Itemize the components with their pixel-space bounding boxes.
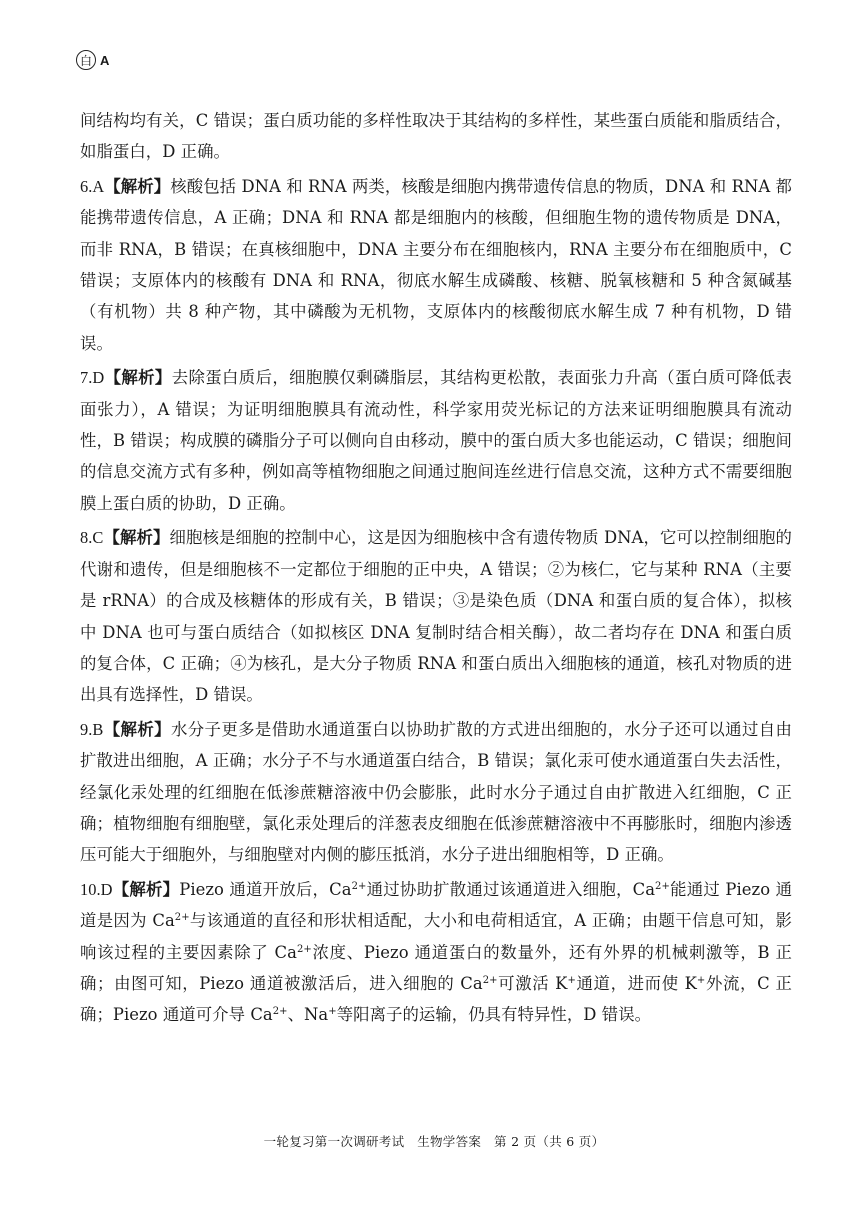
answer-text: 水分子更多是借助水通道蛋白以协助扩散的方式进出细胞的，水分子还可以通过自由扩散进出细胞，A 正确；水分子不与水通道蛋白结合，B 错误；氯化汞可使水通道蛋白失去活性，经氯化汞处理的红细胞在低渗蔗糖溶液中仍会膨胀，此时水分子通过自由扩散进入红细胞，C 正确；植物细胞有细胞壁，氯化汞处理后的洋葱表皮细胞在低渗蔗糖溶液中不再膨胀时，细胞内渗透压可能大于细胞外，与细胞壁对内侧的膨压抵消，水分子进出细胞相等，D 正确。 bbox=[80, 719, 792, 865]
answer-paragraph bbox=[80, 874, 792, 1031]
logo-seal-icon: 白 bbox=[76, 50, 96, 70]
question-number: 8.C bbox=[80, 528, 104, 548]
question-number: 6.A bbox=[80, 176, 105, 196]
analysis-tag: 【解析】 bbox=[104, 368, 172, 388]
answer-paragraph bbox=[80, 714, 792, 871]
answer-paragraph bbox=[80, 522, 792, 710]
page-footer: 一轮复习第一次调研考试 生物学答案 第 2 页（共 6 页） bbox=[263, 1134, 605, 1149]
question-number: 7.D bbox=[80, 368, 105, 388]
analysis-tag: 【解析】 bbox=[112, 879, 180, 899]
answer-text: 细胞核是细胞的控制中心，这是因为细胞核中含有遗传物质 DNA，它可以控制细胞的代谢和遗传，但是细胞核不一定都位于细胞的正中央，A 错误；②为核仁，它与某种 RNA（主要是 rRNA）的合成及核糖体的形成有关，B 错误；③是染色质（DNA 和蛋白质的复合体），拟核中 DNA 也可与蛋白质结合（如拟核区 DNA 复制时结合相关酶），故二者均存在 DNA 和蛋白质的复合体，C 正确；④为核孔，是大分子物质 RNA 和蛋白质出入细胞核的通道，核孔对物质的进出具有选择性，D 错误。 bbox=[80, 528, 792, 705]
answer-paragraph bbox=[80, 171, 792, 359]
answer-content bbox=[80, 105, 792, 1031]
answer-paragraph bbox=[80, 105, 792, 168]
question-number: 10.D bbox=[80, 879, 113, 899]
analysis-tag: 【解析】 bbox=[103, 528, 170, 548]
answer-paragraph bbox=[80, 362, 792, 519]
logo-text: A bbox=[100, 52, 110, 68]
answer-text: 间结构均有关，C 错误；蛋白质功能的多样性取决于其结构的多样性，某些蛋白质能和脂质结合，如脂蛋白，D 正确。 bbox=[80, 111, 792, 162]
answer-text: Piezo 通道开放后，$Ca^{2+}$通过协助扩散通过该通道进入细胞，$Ca^{2+}$能通过 Piezo 通道是因为 $Ca^{2+}$与该通道的直径和形状相适配，大小和电荷相适宜，A 正确；由题干信息可知，影响该过程的主要因素除了 $Ca^{2+}$浓度、Piezo 通道蛋白的数量外，还有外界的机械刺激等，B 正确；由图可知，Piezo 通道被激活后，进入细胞的 $Ca^{2+}$可激活 K+通道，进而使 K+外流，C 正确；Piezo 通道可介导 $Ca^{2+}$、Na+等阳离子的运输，仍具有特异性，D 错误。 bbox=[80, 879, 793, 1025]
answer-text: 去除蛋白质后，细胞膜仅剩磷脂层，其结构更松散，表面张力升高（蛋白质可降低表面张力），A 错误；为证明细胞膜具有流动性，科学家用荧光标记的方法来证明细胞膜具有流动性，B 错误；构成膜的磷脂分子可以侧向自由移动，膜中的蛋白质大多也能运动，C 错误；细胞间的信息交流方式有多种，例如高等植物细胞之间通过胞间连丝进行信息交流，这种方式不需要细胞膜上蛋白质的协助，D 正确。 bbox=[80, 368, 792, 513]
question-number: 9.B bbox=[80, 719, 104, 739]
answer-text: 核酸包括 DNA 和 RNA 两类，核酸是细胞内携带遗传信息的物质，DNA 和 RNA 都能携带遗传信息，A 正确；DNA 和 RNA 都是细胞内的核酸，但细胞生物的遗传物质是 DNA，而非 RNA，B 错误；在真核细胞中，DNA 主要分布在细胞核内，RNA 主要分布在细胞质中，C 错误；支原体内的核酸有 DNA 和 RNA，彻底水解生成磷酸、核糖、脱氧核糖和 5 种含氮碱基（有机物）共 8 种产物，其中磷酸为无机物，支原体内的核酸彻底水解生成 7 种有机物，D 错误。 bbox=[80, 176, 792, 353]
publisher-logo bbox=[76, 50, 109, 70]
analysis-tag: 【解析】 bbox=[104, 176, 171, 196]
analysis-tag: 【解析】 bbox=[103, 719, 171, 739]
